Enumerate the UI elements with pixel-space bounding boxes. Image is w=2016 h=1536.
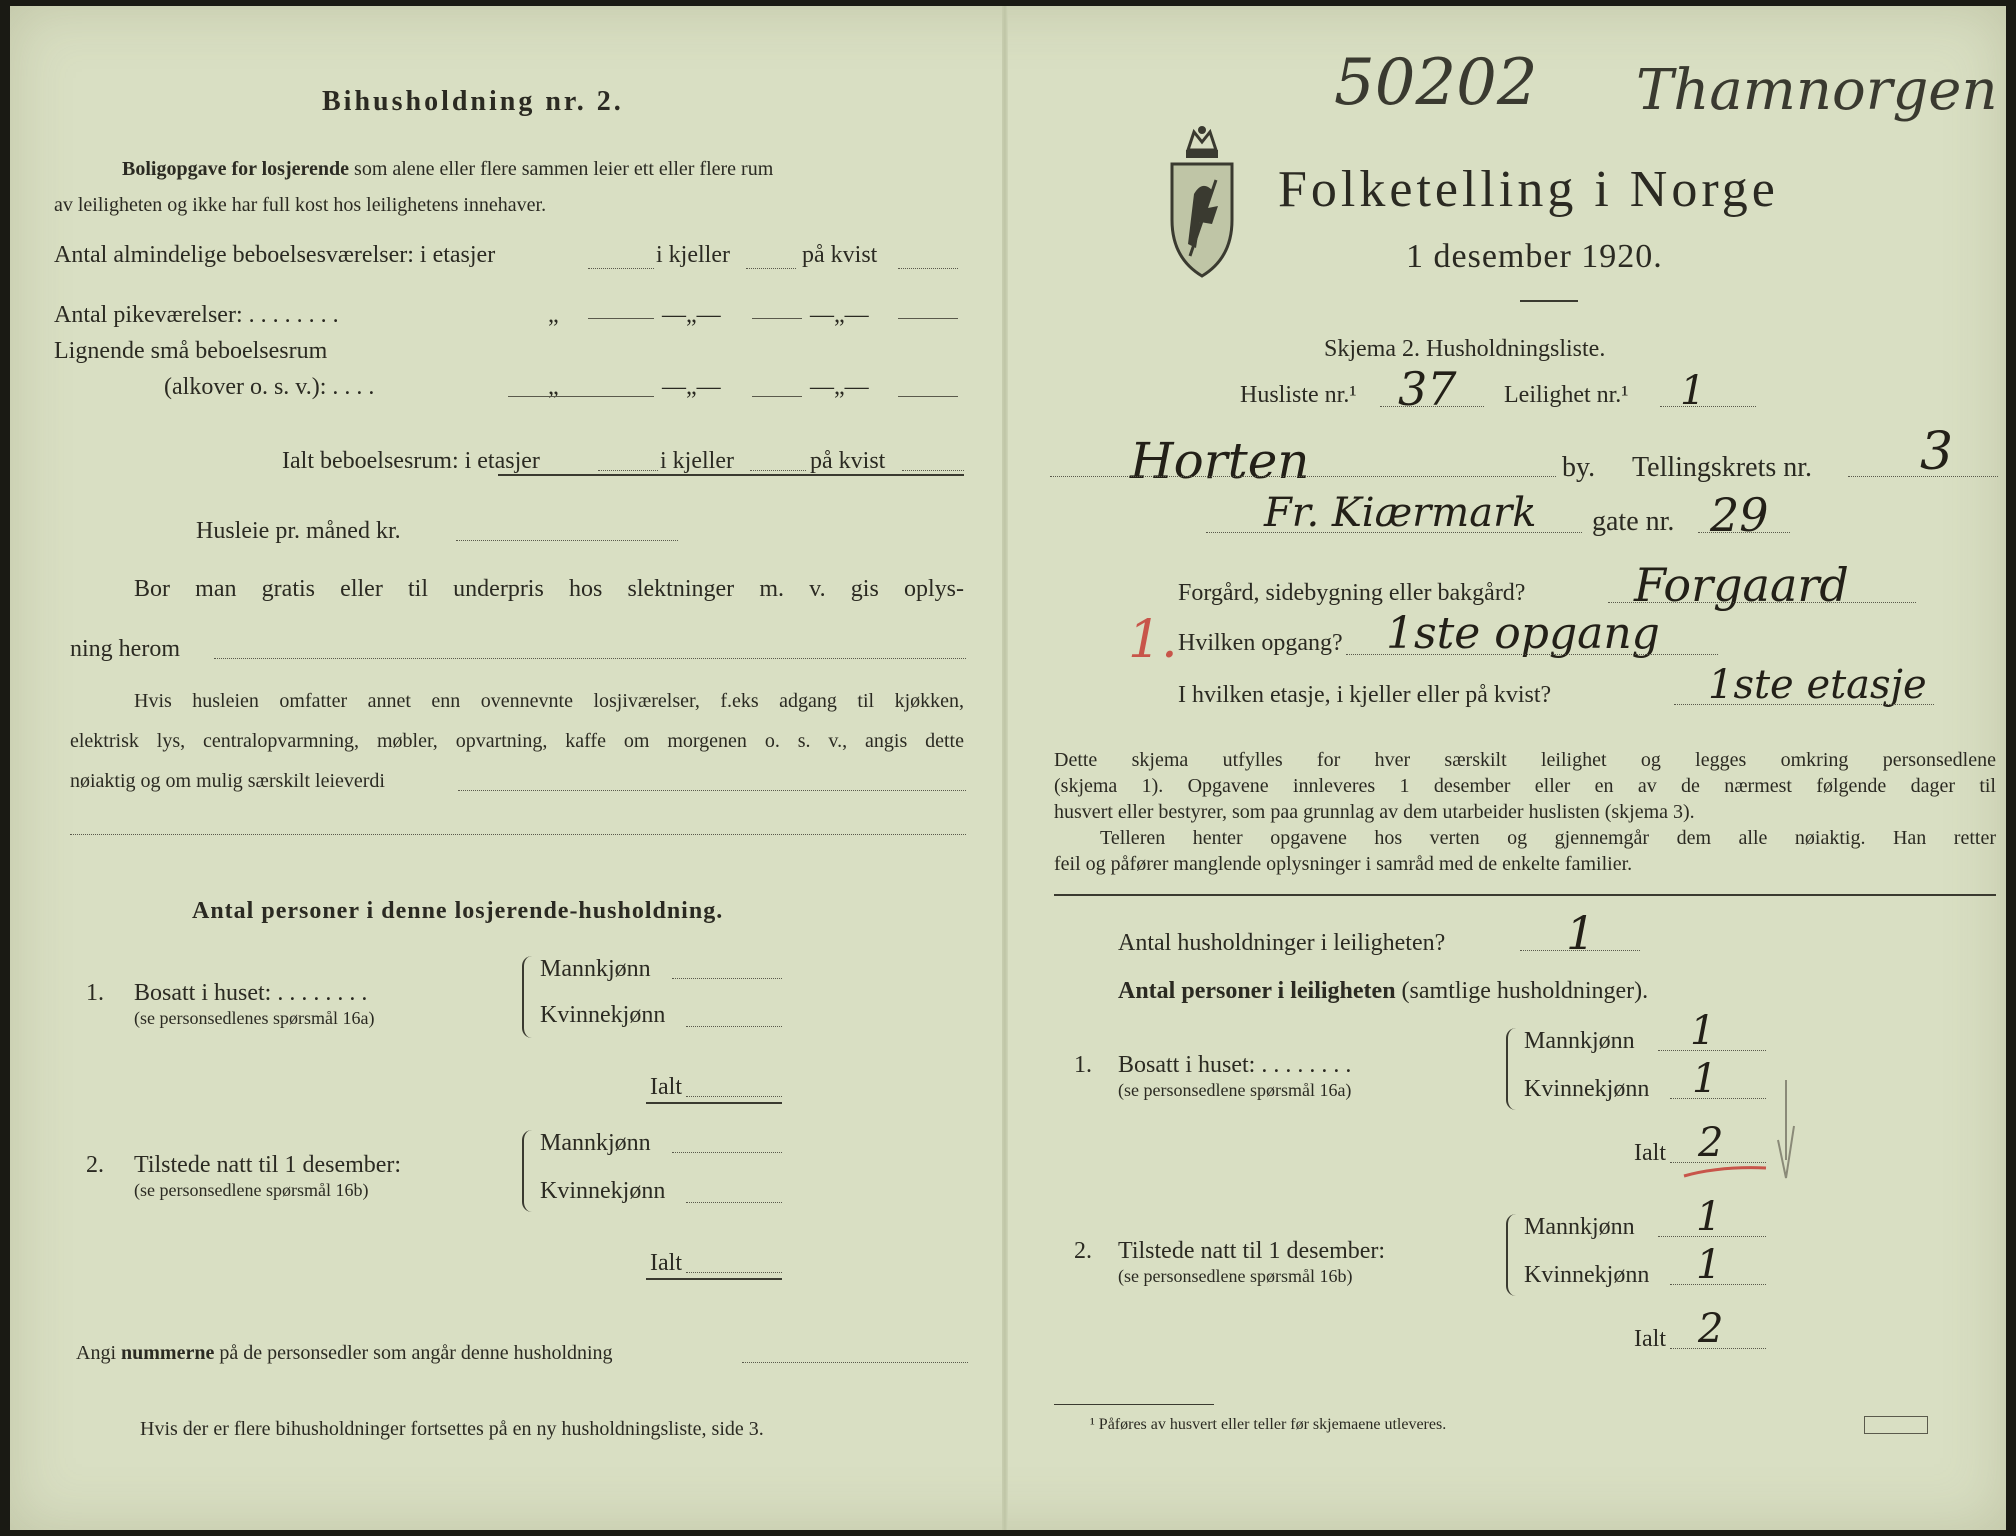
ialt-kjeller-line[interactable] <box>750 470 806 471</box>
left-heading: Bihusholdning nr. 2. <box>322 86 624 117</box>
small-kjeller-line[interactable] <box>752 396 802 397</box>
left-q2-ialt: Ialt <box>650 1250 682 1276</box>
right-q2-kvinne-line <box>1670 1284 1766 1285</box>
rooms-kvist: på kvist <box>802 242 878 268</box>
right-persons-heading-rest: (samtlige husholdninger). <box>1401 978 1649 1004</box>
form-title: Folketelling i Norge <box>1278 161 1779 218</box>
forgard-label: Forgård, sidebygning eller bakgård? <box>1178 580 1526 606</box>
left-q1-kvinne-line[interactable] <box>686 1026 782 1027</box>
ialt-rooms-label: Ialt beboelsesrum: i etasjer <box>282 448 540 474</box>
rooms-label: Antal almindelige beboelsesværelser: i etasjer <box>54 242 496 268</box>
title-rule <box>1520 300 1578 302</box>
angi-pre: Angi <box>76 1342 116 1364</box>
angi-line <box>76 1342 613 1365</box>
left-q2-brace <box>522 1130 538 1212</box>
angi-rest: på de personsedler som angår denne husholdning <box>219 1342 613 1364</box>
right-persons-heading-bold: Antal personer i leiligheten <box>1118 978 1396 1004</box>
right-q2-mann-value[interactable]: 1 <box>1696 1194 1722 1240</box>
small-ditto3: —„— <box>810 374 869 400</box>
left-q1-sub: (se personsedlenes spørsmål 16a) <box>134 1008 375 1028</box>
intro-bold: Boligopgave for losjerende <box>122 158 350 180</box>
etasje-value[interactable]: 1ste etasje <box>1708 662 1927 708</box>
instr-line1: Dette skjema utfylles for hver særskilt leilighet og legges omkring personsedlene <box>1054 749 1996 771</box>
by-label: by. <box>1562 452 1596 483</box>
husliste-label: Husliste nr.¹ <box>1240 382 1357 408</box>
ialt-kjeller: i kjeller <box>660 448 734 474</box>
instr-line3: husvert eller bestyrer, som paa grunnlag av dem utarbeider huslisten (skjema 3). <box>1054 801 1695 823</box>
small-rooms-label1: Lignende små beboelsesrum <box>54 338 328 364</box>
households-label: Antal husholdninger i leiligheten? <box>1118 930 1446 956</box>
rooms-kvist-line[interactable] <box>898 268 958 269</box>
left-q2-mann: Mannkjønn <box>540 1130 651 1156</box>
left-q1-mann-line[interactable] <box>672 978 782 979</box>
opgang-line <box>1346 654 1718 655</box>
ialt-etasjer-line[interactable] <box>598 470 658 471</box>
rooms-kjeller-line[interactable] <box>746 268 796 269</box>
small-kvist-line[interactable] <box>898 396 958 397</box>
left-q2-sub: (se personsedlene spørsmål 16b) <box>134 1180 369 1200</box>
leilighet-value[interactable]: 1 <box>1680 368 1706 414</box>
pike-label: Antal pikeværelser: . . . . . . . . <box>54 302 339 328</box>
left-persons-heading: Antal personer i denne losjerende-husholdning. <box>192 898 724 924</box>
angi-entry-line[interactable] <box>742 1362 968 1363</box>
opgang-label: Hvilken opgang? <box>1178 630 1343 656</box>
gratis-line[interactable] <box>214 658 966 659</box>
right-q2-mann: Mannkjønn <box>1524 1214 1635 1240</box>
small-rooms-label2: (alkover o. s. v.): . . . . <box>164 374 375 400</box>
left-footer: Hvis der er flere bihusholdninger fortsettes på en ny husholdningsliste, side 3. <box>140 1418 764 1440</box>
krets-label: Tellingskrets nr. <box>1632 452 1813 483</box>
right-q2-num: 2. <box>1074 1238 1092 1264</box>
norway-coat-of-arms-icon <box>1166 124 1238 280</box>
etasje-line <box>1674 704 1934 705</box>
left-q1-ialt-underline <box>646 1102 782 1104</box>
footnote-rule <box>1054 1404 1214 1405</box>
instr-line2: (skjema 1). Opgavene innleveres 1 desember eller en av de nærmest følgende dager til <box>1054 775 1996 797</box>
gratis-line1: Bor man gratis eller til underpris hos slektninger m. v. gis oplys- <box>134 576 964 602</box>
left-q1-mann: Mannkjønn <box>540 956 651 982</box>
right-q2-mann-line <box>1658 1236 1766 1237</box>
leilighet-line <box>1660 406 1756 407</box>
right-q2-ialt-line <box>1670 1348 1766 1349</box>
husliste-value[interactable]: 37 <box>1398 362 1457 416</box>
city-line <box>1050 476 1556 477</box>
left-q2-ialt-underline <box>646 1278 782 1280</box>
pike-ditto1: „ <box>548 302 559 328</box>
gate-value[interactable]: 29 <box>1710 488 1769 542</box>
instr-line5: feil og påfører manglende oplysninger i samråd med de enkelte familier. <box>1054 853 1633 875</box>
right-q1-kvinne: Kvinnekjønn <box>1524 1076 1650 1102</box>
krets-value[interactable]: 3 <box>1920 422 1954 482</box>
right-q2-label: Tilstede natt til 1 desember: <box>1118 1238 1386 1264</box>
right-q2-kvinne-value[interactable]: 1 <box>1696 1242 1722 1288</box>
right-q1-num: 1. <box>1074 1052 1092 1078</box>
pike-etasjer-line[interactable] <box>588 318 654 319</box>
pike-kjeller-line[interactable] <box>752 318 802 319</box>
left-q1-label: Bosatt i huset: . . . . . . . . <box>134 980 368 1006</box>
includes-line3: nøiaktig og om mulig særskilt leieverdi <box>70 770 385 792</box>
archive-place: Thamnorgen <box>1636 58 1998 123</box>
includes-extra-line[interactable] <box>70 834 966 835</box>
left-q2-kvinne-line[interactable] <box>686 1202 782 1203</box>
red-mark: 1. <box>1128 610 1178 670</box>
gate-line <box>1698 532 1790 533</box>
left-q2-kvinne: Kvinnekjønn <box>540 1178 666 1204</box>
includes-line[interactable] <box>458 790 966 791</box>
small-etasjer-line[interactable] <box>508 396 654 397</box>
households-line <box>1520 950 1640 951</box>
left-q2-label: Tilstede natt til 1 desember: <box>134 1152 402 1178</box>
right-q1-mann-value[interactable]: 1 <box>1690 1008 1716 1054</box>
red-check-mark-icon <box>1670 1070 1820 1190</box>
left-q1-ialt: Ialt <box>650 1074 682 1100</box>
left-q1-num: 1. <box>86 980 104 1006</box>
schema-label: Skjema 2. Husholdningsliste. <box>1324 336 1606 362</box>
right-q1-brace <box>1506 1028 1522 1110</box>
forgard-value[interactable]: Forgaard <box>1634 558 1849 612</box>
right-q2-brace <box>1506 1214 1522 1296</box>
right-q2-kvinne: Kvinnekjønn <box>1524 1262 1650 1288</box>
right-q1-sub: (se personsedlene spørsmål 16a) <box>1118 1080 1352 1100</box>
left-q1-brace <box>522 956 538 1038</box>
instr-rule <box>1054 894 1996 896</box>
ialt-kvist: på kvist <box>810 448 886 474</box>
instr-line4: Telleren henter opgavene hos verten og gjennemgår dem alle nøiaktig. Han retter <box>1100 827 1996 849</box>
printer-stamp <box>1864 1416 1928 1434</box>
husliste-line <box>1380 406 1484 407</box>
krets-line <box>1848 476 1998 477</box>
gate-label: gate nr. <box>1592 506 1675 537</box>
right-q1-label: Bosatt i huset: . . . . . . . . <box>1118 1052 1352 1078</box>
pike-ditto3: —„— <box>810 302 869 328</box>
page-fold <box>1002 6 1008 1530</box>
right-q1-ialt-value[interactable]: 2 <box>1698 1120 1724 1166</box>
right-persons-heading <box>1118 978 1648 1005</box>
left-q2-mann-line[interactable] <box>672 1152 782 1153</box>
footnote: ¹ Påføres av husvert eller teller før skjemaene utleveres. <box>1090 1416 1447 1433</box>
right-q2-ialt-value[interactable]: 2 <box>1698 1306 1724 1352</box>
pike-kvist-line[interactable] <box>898 318 958 319</box>
rent-label: Husleie pr. måned kr. <box>196 518 401 544</box>
ialt-underline <box>498 474 964 476</box>
right-q1-mann: Mannkjønn <box>1524 1028 1635 1054</box>
form-date: 1 desember 1920. <box>1406 238 1663 275</box>
left-q1-ialt-line[interactable] <box>686 1096 782 1097</box>
intro-rest1: som alene eller flere sammen leier ett eller flere rum <box>354 158 774 180</box>
households-value[interactable]: 1 <box>1566 906 1596 960</box>
intro-line2: av leiligheten og ikke har full kost hos leilighetens innehaver. <box>54 194 547 216</box>
etasje-label: I hvilken etasje, i kjeller eller på kvist? <box>1178 682 1552 708</box>
angi-bold: nummerne <box>121 1342 215 1364</box>
street-line <box>1206 532 1582 533</box>
census-form-sheet <box>10 6 2006 1530</box>
rent-line[interactable] <box>456 540 678 541</box>
rooms-kjeller: i kjeller <box>656 242 730 268</box>
right-q1-mann-line <box>1658 1050 1766 1051</box>
forgard-line <box>1608 602 1916 603</box>
leilighet-label: Leilighet nr.¹ <box>1504 382 1629 408</box>
right-q1-kvinne-value[interactable]: 1 <box>1692 1056 1718 1102</box>
left-q2-ialt-line[interactable] <box>686 1272 782 1273</box>
archive-number: 50202 <box>1334 46 1538 120</box>
right-q1-ialt: Ialt <box>1634 1140 1666 1166</box>
intro-line1 <box>122 158 773 181</box>
right-q2-sub: (se personsedlene spørsmål 16b) <box>1118 1266 1353 1286</box>
ialt-kvist-line[interactable] <box>902 470 964 471</box>
opgang-value[interactable]: 1ste opgang <box>1386 608 1660 659</box>
right-q2-ialt: Ialt <box>1634 1326 1666 1352</box>
city-value[interactable]: Horten <box>1130 432 1310 490</box>
pike-ditto2: —„— <box>662 302 721 328</box>
left-q1-kvinne: Kvinnekjønn <box>540 1002 666 1028</box>
includes-line1: Hvis husleien omfatter annet enn ovennevnte losjiværelser, f.eks adgang til kjøkken, <box>134 690 964 712</box>
street-value[interactable]: Fr. Kiærmark <box>1264 490 1537 536</box>
small-ditto1: „ <box>548 374 559 400</box>
left-q2-num: 2. <box>86 1152 104 1178</box>
small-ditto2: —„— <box>662 374 721 400</box>
rooms-etasjer-line[interactable] <box>588 268 654 269</box>
includes-line2: elektrisk lys, centralopvarmning, møbler, opvartning, kaffe om morgenen o. s. v., angis dette <box>70 730 964 752</box>
gratis-line2: ning herom <box>70 636 180 662</box>
